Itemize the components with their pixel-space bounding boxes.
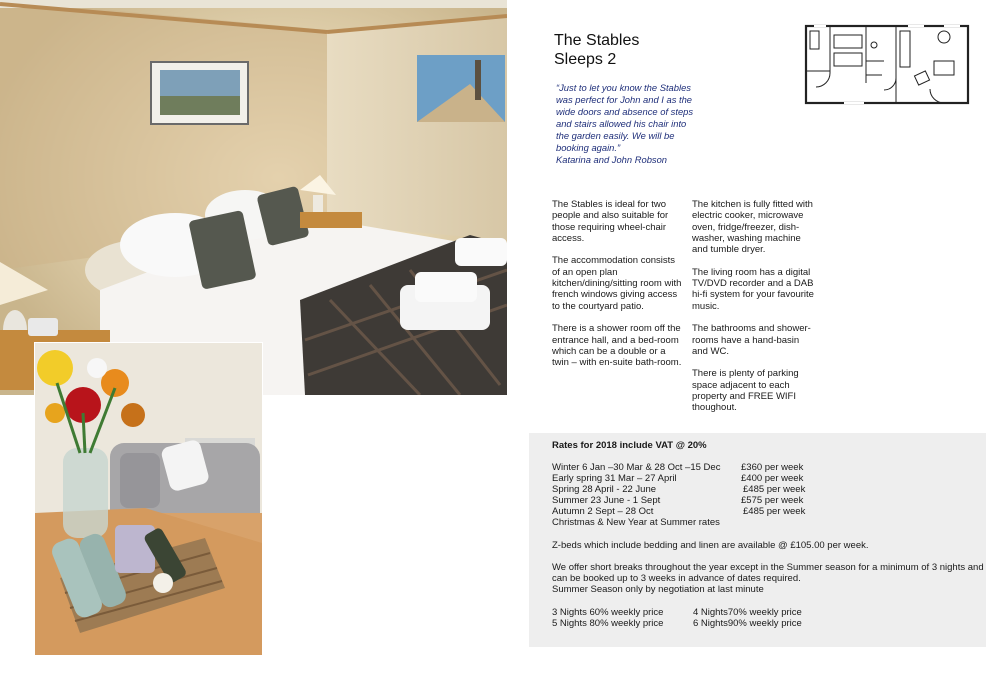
- rate-row: [552, 462, 852, 473]
- nights-price: 60% weekly price: [589, 607, 664, 618]
- season-label: Early spring 31 Mar – 27 April: [552, 473, 677, 484]
- floor-plan: [804, 23, 970, 106]
- description-paragraph: The kitchen is fully fitted with electric cooker, microwave oven, fridge/freezer, dish-washer, washing machine and tumble dryer.: [692, 199, 813, 256]
- short-break-rate: [552, 618, 663, 629]
- rate-row: [552, 484, 852, 495]
- rate-row: [552, 495, 852, 506]
- season-price: £485 per week: [743, 484, 806, 495]
- property-name: The Stables: [554, 32, 640, 49]
- description-paragraph: The living room has a digital TV/DVD recorder and a DAB hi-fi system for your favourite music.: [692, 266, 814, 312]
- rates-panel: [529, 433, 986, 647]
- season-label: Summer 23 June - 1 Sept: [552, 495, 661, 506]
- zbed-note: Z-beds which include bedding and linen are available @ £105.00 per week.: [552, 540, 869, 551]
- season-label: Winter 6 Jan –30 Mar & 28 Oct –15 Dec: [552, 462, 721, 473]
- season-price: £360 per week: [741, 462, 804, 473]
- short-breaks-text: We offer short breaks throughout the year except in the Summer season for a minimum of 3 nights and: [552, 562, 984, 573]
- property-title: [554, 31, 639, 69]
- short-break-rate: [552, 607, 663, 618]
- nights-count: 3 Nights: [552, 607, 587, 618]
- season-label: Autumn 2 Sept – 28 Oct: [552, 506, 654, 517]
- description-paragraph: There is a shower room off the entrance hall, and a bed-room which can be a double or a twin – with en-suite bath-room.: [552, 323, 682, 369]
- testimonial: [556, 82, 696, 166]
- nights-price: 90% weekly price: [727, 618, 802, 629]
- nights-count: 6 Nights: [693, 618, 728, 629]
- rate-row: [552, 473, 852, 484]
- bedroom-photo: [0, 0, 507, 395]
- nights-price: 70% weekly price: [727, 607, 802, 618]
- description-paragraph: The bathrooms and shower-rooms have a hand-basin and WC.: [692, 323, 811, 357]
- short-breaks-text: can be booked up to 3 weeks in advance of dates required.: [552, 573, 801, 584]
- short-breaks-text: Summer Season only by negotiation at last minute: [552, 584, 764, 595]
- season-label: Spring 28 April - 22 June: [552, 484, 657, 495]
- short-break-rate: [693, 607, 802, 618]
- nights-count: 5 Nights: [552, 618, 587, 629]
- season-price: £575 per week: [741, 495, 804, 506]
- description-column-2: [692, 199, 817, 425]
- testimonial-text: “Just to let you know the Stables was perfect for John and I as the wide doors and absence of steps and stairs allowed his chair into the garden easily. We will be booking again.”: [556, 82, 694, 153]
- nights-count: 4 Nights: [693, 607, 728, 618]
- description-paragraph: The accommodation consists of an open plan kitchen/dining/sitting room with french windows giving access to the courtyard patio.: [552, 255, 682, 312]
- rates-heading: Rates for 2018 include VAT @ 20%: [552, 440, 707, 451]
- description-column-1: [552, 199, 684, 380]
- season-price: £485 per week: [743, 506, 806, 517]
- sleeps-count: Sleeps 2: [554, 51, 617, 68]
- description-paragraph: The Stables is ideal for two people and also suitable for those requiring wheel-chair access.: [552, 199, 669, 244]
- rate-row: [552, 506, 852, 517]
- short-break-rate: [693, 618, 802, 629]
- testimonial-author: Katarina and John Robson: [556, 154, 668, 165]
- description-paragraph: There is plenty of parking space adjacent to each property and FREE WIFI thoughout.: [692, 368, 799, 414]
- christmas-note: Christmas & New Year at Summer rates: [552, 517, 720, 528]
- lounge-photo: [34, 342, 263, 656]
- season-price: £400 per week: [741, 473, 804, 484]
- nights-price: 80% weekly price: [589, 618, 664, 629]
